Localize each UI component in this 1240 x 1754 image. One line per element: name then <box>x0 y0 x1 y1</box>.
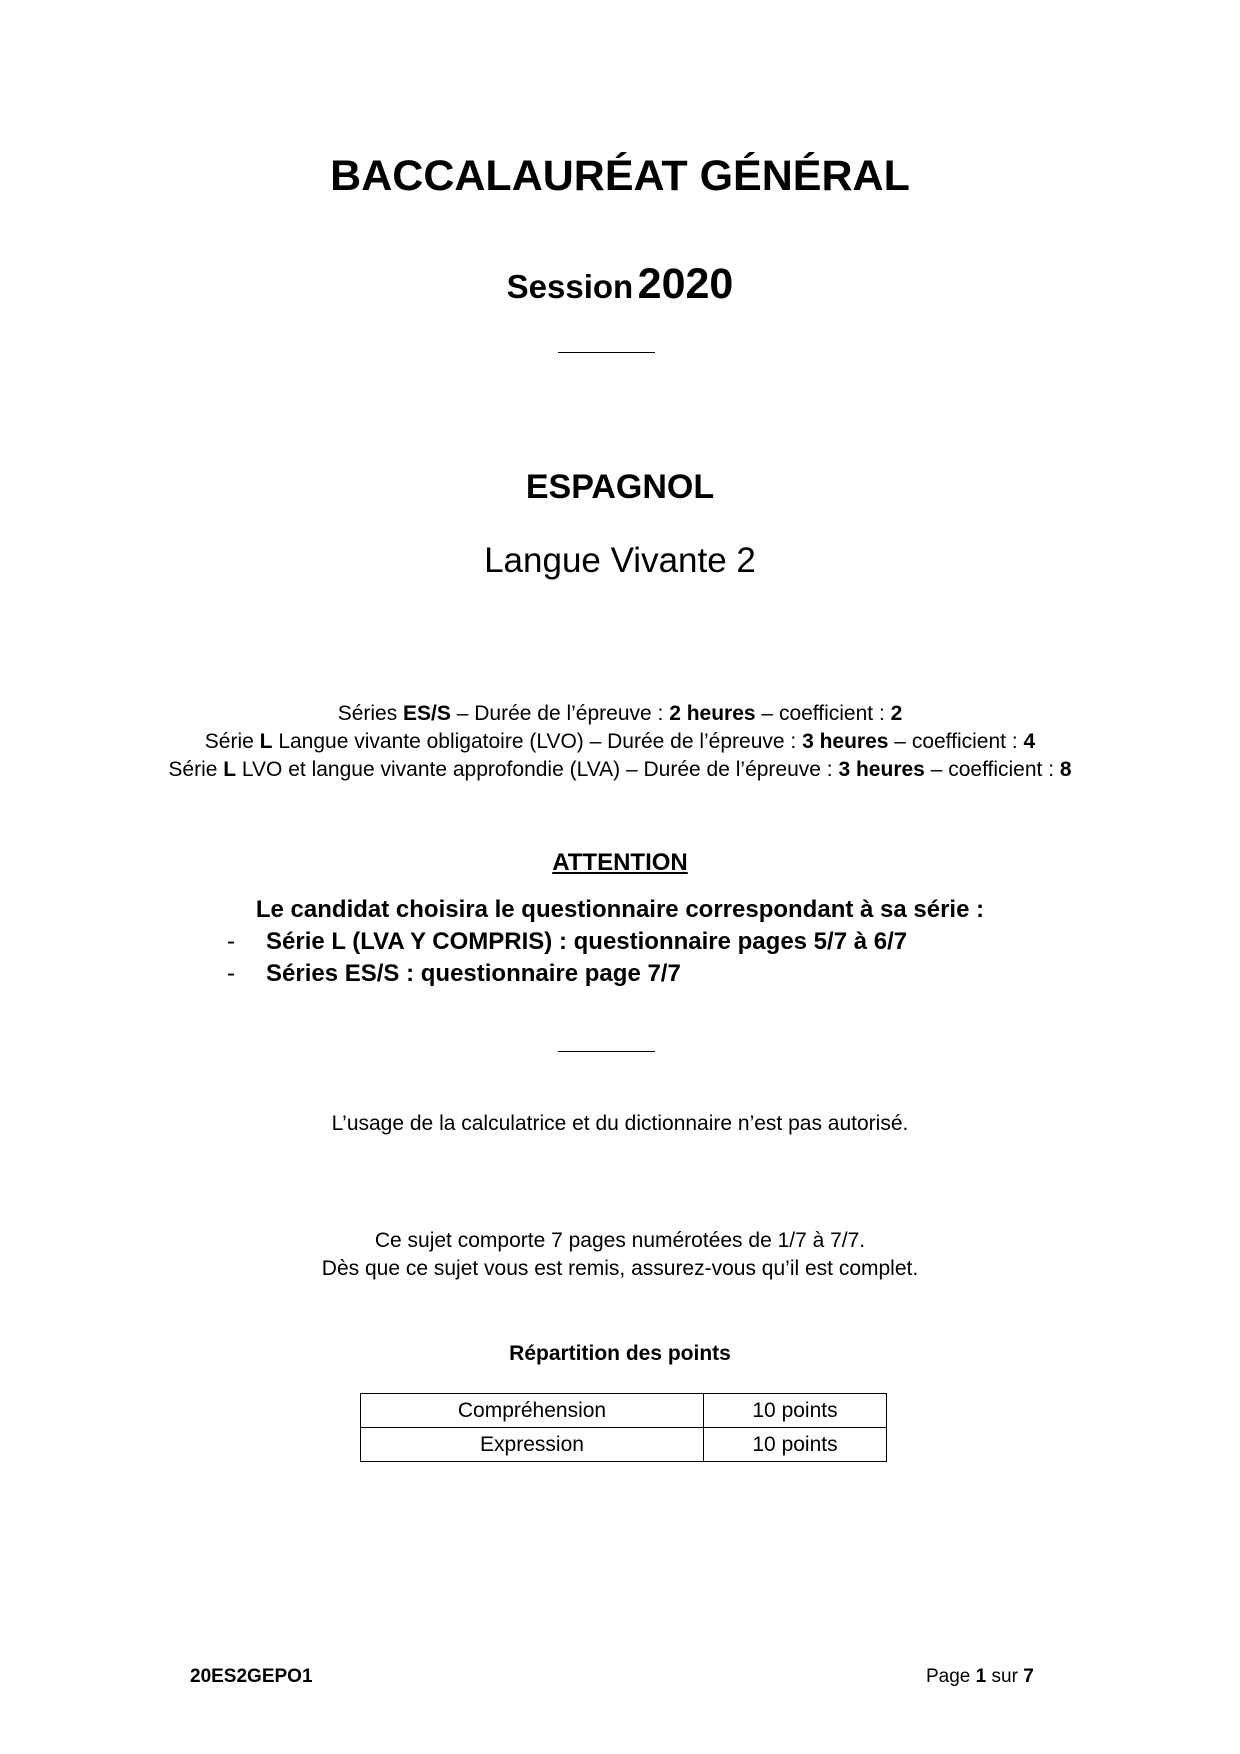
bullet-dash: - <box>227 960 235 987</box>
subject-name: ESPAGNOL <box>525 468 715 506</box>
option-serie-l: - Série L (LVA Y COMPRIS) : questionnaire pages 5/7 à 6/7 <box>266 926 907 958</box>
series-line-3: Série L LVO et langue vivante approfondie (LVA) – Durée de l’épreuve : 3 heures – coefficient : 8 <box>168 758 1072 781</box>
table-cell-value: 10 points <box>704 1428 887 1462</box>
footer-page-number: Page 1 sur 7 <box>926 1666 1034 1687</box>
divider-middle <box>558 1051 655 1052</box>
pages-note <box>0 1227 1240 1283</box>
session-line <box>0 256 1240 322</box>
series-line-2: Série L Langue vivante obligatoire (LVO) – Durée de l’épreuve : 3 heures – coefficient : 4 <box>204 730 1036 753</box>
pages-note-line-1: Ce sujet comporte 7 pages numérotées de 1/7 à 7/7. <box>374 1229 866 1252</box>
exam-title: BACCALAURÉAT GÉNÉRAL <box>330 152 910 200</box>
footer-code: 20ES2GEPO1 <box>190 1666 313 1687</box>
series-info <box>0 700 1240 784</box>
pages-note-line-2: Dès que ce sujet vous est remis, assurez-vous qu’il est complet. <box>321 1257 919 1280</box>
table-cell-label: Expression <box>361 1428 704 1462</box>
divider-top <box>558 352 655 353</box>
session-word: Session <box>506 268 634 305</box>
attention-heading: ATTENTION <box>552 849 688 876</box>
table-cell-value: 10 points <box>704 1394 887 1428</box>
points-title: Répartition des points <box>509 1342 731 1365</box>
attention-intro: Le candidat choisira le questionnaire correspondant à sa série : <box>255 896 985 923</box>
subject-level: Langue Vivante 2 <box>484 541 756 580</box>
table-row <box>361 1394 887 1428</box>
points-table <box>360 1393 887 1462</box>
series-line-1: Séries ES/S – Durée de l’épreuve : 2 heures – coefficient : 2 <box>337 702 903 725</box>
table-row <box>361 1428 887 1462</box>
table-cell-label: Compréhension <box>361 1394 704 1428</box>
option-series-es-s: - Séries ES/S : questionnaire page 7/7 <box>266 958 681 990</box>
bullet-dash: - <box>227 928 235 955</box>
usage-note: L’usage de la calculatrice et du dictionnaire n’est pas autorisé. <box>331 1112 909 1135</box>
session-year: 2020 <box>637 260 734 308</box>
